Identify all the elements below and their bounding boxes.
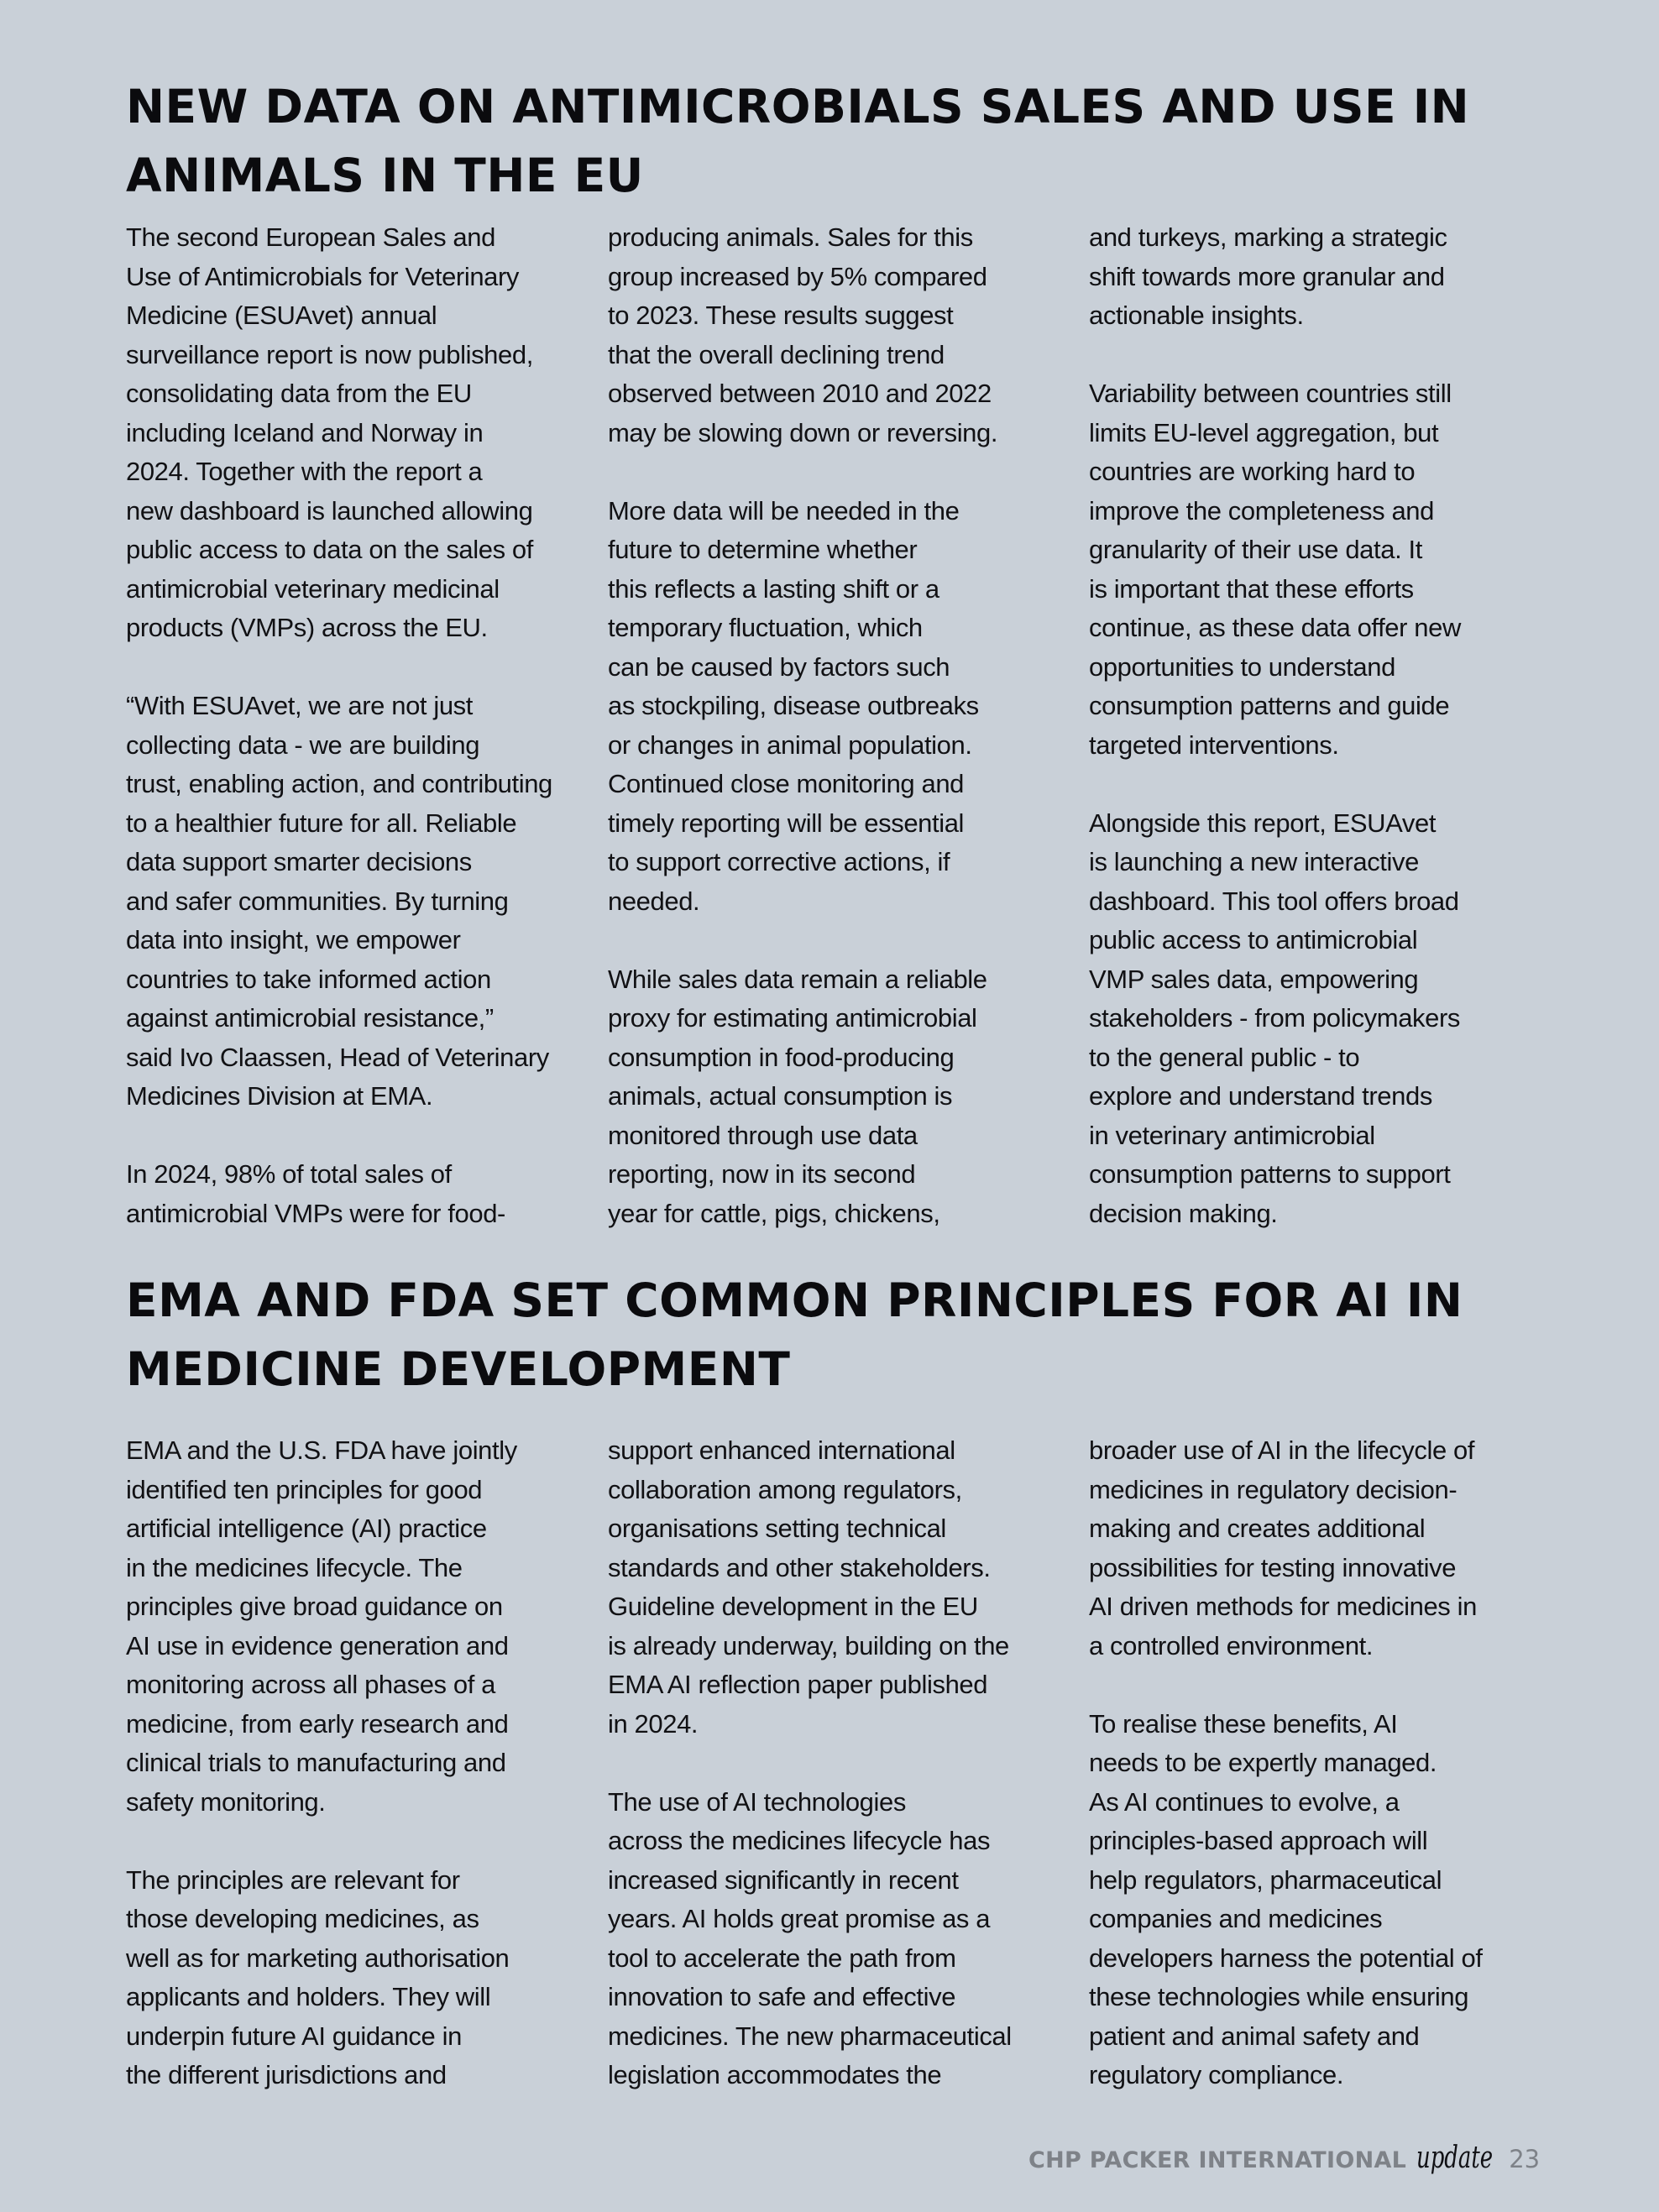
body-text-line: VMP sales data, empowering [1089,964,1419,994]
body-text-line: is important that these efforts [1089,573,1414,604]
body-text-line: public access to antimicrobial [1089,925,1418,954]
body-text-line: in veterinary antimicrobial [1089,1120,1375,1150]
body-text-line: can be caused by factors such [608,651,950,682]
body-text-line: Use of Antimicrobials for Veterinary [126,261,520,291]
body-text-line: broader use of AI in the lifecycle of [1089,1435,1475,1465]
paragraph-gap [1089,1666,1559,1705]
body-text-line: The second European Sales and [126,222,495,252]
body-text-line: opportunities to understand [1089,651,1395,682]
article-2-column-2 [608,1431,1078,2095]
body-text-line: group increased by 5% compared [608,261,987,291]
body-text-line: that the overall declining trend [608,339,945,369]
body-text-line: medicines in regulatory decision- [1089,1474,1458,1504]
body-text-line: monitored through use data [608,1120,918,1150]
body-text-line: data support smarter decisions [126,847,472,876]
article-1-headline [126,72,1553,210]
publication-name: CHP PACKER INTERNATIONAL [1028,2147,1407,2173]
body-text-line: companies and medicines [1089,1904,1383,1933]
body-text-line: to 2023. These results suggest [608,301,954,330]
body-text-line: consumption patterns to support [1089,1159,1451,1189]
body-text-line: limits EU-level aggregation, but [1089,417,1439,447]
body-text-line: “With ESUAvet, we are not just [126,691,473,720]
body-text-line: Medicines Division at EMA. [126,1081,433,1111]
body-text-line: artificial intelligence (AI) practice [126,1514,487,1543]
headline-line: ANIMALS IN THE EU [126,149,644,202]
body-text-line: consumption patterns and guide [1089,691,1450,720]
body-text-line: medicine, from early research and [126,1708,509,1739]
body-text-line: targeted interventions. [1089,729,1339,760]
body-text-line: countries are working hard to [1089,457,1416,486]
body-text-line: Continued close monitoring and [608,769,964,798]
body-text-line: or changes in animal population. [608,729,972,760]
body-text-line: continue, as these data offer new [1089,613,1461,642]
body-text-line: identified ten principles for good [126,1474,483,1504]
body-text-line: AI driven methods for medicines in [1089,1592,1477,1621]
body-text-line: innovation to safe and effective [608,1982,956,2011]
body-text-line: Alongside this report, ESUAvet [1089,808,1437,838]
body-text-line: 2024. Together with the report a [126,457,483,486]
article-2-headline [126,1266,1553,1404]
article-1-column-1 [126,218,596,1233]
body-text-line: producing animals. Sales for this [608,222,973,252]
body-text-line: granularity of their use data. It [1089,535,1422,564]
paragraph-gap [126,648,596,688]
paragraph-gap [126,1822,596,1861]
body-text-line: shift towards more granular and [1089,261,1445,291]
publication-script-word: update [1416,2141,1494,2175]
body-text-line: these technologies while ensuring [1089,1982,1469,2011]
body-text-line: is already underway, building on the [608,1630,1009,1660]
body-text-line: said Ivo Claassen, Head of Veterinary [126,1042,549,1072]
body-text-line: products (VMPs) across the EU. [126,613,488,642]
paragraph-gap [1089,336,1559,375]
body-text-line: temporary fluctuation, which [608,613,923,642]
body-text-line: patient and animal safety and [1089,2021,1420,2051]
body-text-line: is launching a new interactive [1089,847,1419,876]
body-text-line: in 2024. [608,1708,699,1739]
body-text-line: dashboard. This tool offers broad [1089,886,1459,916]
body-text-line: including Iceland and Norway in [126,417,484,447]
body-text-line: underpin future AI guidance in [126,2021,462,2051]
body-text-line: public access to data on the sales of [126,535,533,564]
body-text-line: applicants and holders. They will [126,1982,491,2011]
body-text-line: decision making. [1089,1198,1278,1228]
body-text-line: principles-based approach will [1089,1826,1428,1855]
article-2-column-3 [1089,1431,1559,2095]
page-footer [1028,2141,1540,2191]
body-text-line: across the medicines lifecycle has [608,1826,991,1855]
body-text-line: tool to accelerate the path from [608,1943,956,1973]
body-text-line: Medicine (ESUAvet) annual [126,301,437,330]
body-text-line: stakeholders - from policymakers [1089,1003,1461,1033]
body-text-line: observed between 2010 and 2022 [608,379,992,408]
body-text-line: as stockpiling, disease outbreaks [608,691,979,720]
headline-line: EMA AND FDA SET COMMON PRINCIPLES FOR AI IN [126,1273,1463,1327]
body-text-line: to support corrective actions, if [608,847,950,876]
body-text-line: While sales data remain a reliable [608,964,987,994]
body-text-line: explore and understand trends [1089,1081,1432,1111]
body-text-line: the different jurisdictions and [126,2060,447,2089]
body-text-line: data into insight, we empower [126,925,461,954]
body-text-line: future to determine whether [608,535,918,564]
body-text-line: this reflects a lasting shift or a [608,573,939,604]
body-text-line: timely reporting will be essential [608,808,965,838]
body-text-line: years. AI holds great promise as a [608,1904,991,1933]
body-text-line: increased significantly in recent [608,1864,959,1895]
body-text-line: in the medicines lifecycle. The [126,1552,463,1582]
body-text-line: principles give broad guidance on [126,1592,503,1621]
body-text-line: needs to be expertly managed. [1089,1748,1437,1777]
body-text-line: help regulators, pharmaceutical [1089,1864,1442,1895]
body-text-line: against antimicrobial resistance,” [126,1003,494,1033]
body-text-line: and turkeys, marking a strategic [1089,222,1447,252]
body-text-line: AI use in evidence generation and [126,1630,509,1660]
body-text-line: More data will be needed in the [608,495,960,526]
body-text-line: those developing medicines, as [126,1904,479,1933]
body-text-line: animals, actual consumption is [608,1081,953,1111]
body-text-line: As AI continues to evolve, a [1089,1786,1400,1817]
headline-line: NEW DATA ON ANTIMICROBIALS SALES AND USE IN [126,80,1470,133]
headline-line: MEDICINE DEVELOPMENT [126,1342,791,1396]
body-text-line: medicines. The new pharmaceutical [608,2021,1012,2051]
body-text-line: standards and other stakeholders. [608,1552,991,1582]
body-text-line: proxy for estimating antimicrobial [608,1003,977,1033]
body-text-line: may be slowing down or reversing. [608,417,998,447]
body-text-line: EMA and the U.S. FDA have jointly [126,1435,517,1465]
article-2-column-1 [126,1431,596,2095]
body-text-line: a controlled environment. [1089,1630,1374,1660]
body-text-line: Guideline development in the EU [608,1592,978,1621]
paragraph-gap [126,1116,596,1156]
body-text-line: support enhanced international [608,1435,955,1465]
body-text-line: collaboration among regulators, [608,1474,962,1504]
body-text-line: countries to take informed action [126,964,491,994]
body-text-line: In 2024, 98% of total sales of [126,1159,452,1189]
body-text-line: trust, enabling action, and contributing [126,769,552,798]
paragraph-gap [1089,765,1559,804]
body-text-line: year for cattle, pigs, chickens, [608,1198,940,1228]
body-text-line: possibilities for testing innovative [1089,1552,1457,1582]
paragraph-gap [608,921,1078,960]
body-text-line: consumption in food-producing [608,1042,955,1072]
paragraph-gap [608,1744,1078,1783]
page-number: 23 [1509,2145,1541,2173]
paragraph-gap [608,452,1078,492]
body-text-line: developers harness the potential of [1089,1943,1483,1973]
body-text-line: well as for marketing authorisation [126,1943,510,1973]
body-text-line: making and creates additional [1089,1514,1426,1543]
body-text-line: legislation accommodates the [608,2060,942,2089]
body-text-line: Variability between countries still [1089,379,1452,408]
body-text-line: clinical trials to manufacturing and [126,1748,506,1777]
body-text-line: collecting data - we are building [126,729,480,760]
body-text-line: consolidating data from the EU [126,379,472,408]
body-text-line: improve the completeness and [1089,495,1434,526]
article-1-column-3 [1089,218,1559,1233]
body-text-line: The principles are relevant for [126,1864,460,1895]
body-text-line: organisations setting technical [608,1514,946,1543]
body-text-line: antimicrobial veterinary medicinal [126,573,500,604]
body-text-line: to the general public - to [1089,1042,1360,1072]
body-text-line: EMA AI reflection paper published [608,1670,988,1699]
body-text-line: to a healthier future for all. Reliable [126,808,517,838]
body-text-line: The use of AI technologies [608,1786,906,1817]
body-text-line: new dashboard is launched allowing [126,495,533,526]
body-text-line: and safer communities. By turning [126,886,509,916]
body-text-line: regulatory compliance. [1089,2060,1344,2089]
body-text-line: monitoring across all phases of a [126,1670,495,1699]
article-1-column-2 [608,218,1078,1233]
body-text-line: needed. [608,886,700,916]
body-text-line: reporting, now in its second [608,1159,916,1189]
body-text-line: To realise these benefits, AI [1089,1708,1398,1739]
body-text-line: safety monitoring. [126,1786,326,1817]
body-text-line: actionable insights. [1089,301,1304,330]
body-text-line: surveillance report is now published, [126,339,533,369]
body-text-line: antimicrobial VMPs were for food- [126,1198,505,1228]
